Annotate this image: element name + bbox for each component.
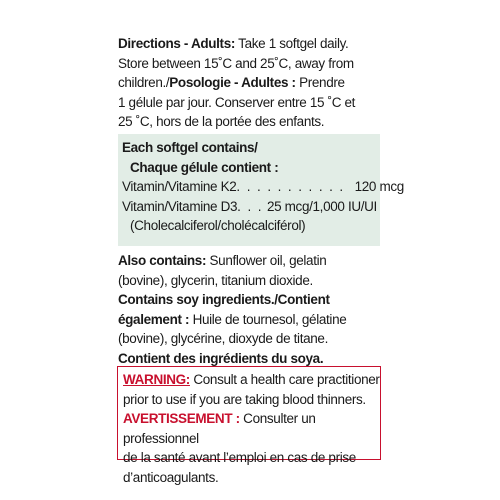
soy-line-1: Contains soy ingredients./Contient — [118, 292, 330, 307]
soy-line-2 — [118, 310, 380, 330]
avertissement-text: Consulter un professionnel — [123, 411, 316, 446]
warning-line-1 — [123, 370, 380, 390]
directions-line-3 — [118, 73, 380, 93]
also-contains-section — [118, 251, 380, 368]
warning-text: Consult a health care practitioner — [189, 372, 380, 387]
posologie-heading: Posologie - Adultes : — [169, 75, 296, 90]
also-heading: Also contains: — [118, 253, 207, 268]
warning-line-2: prior to use if you are taking blood thinners. — [123, 391, 366, 407]
contents-section — [118, 134, 404, 246]
directions-text: children./ — [118, 75, 170, 90]
warning-box — [117, 366, 381, 485]
directions-line-5: 25 ˚C, hors de la portée des enfants. — [118, 114, 325, 129]
directions-heading: Directions - Adults: — [118, 36, 236, 51]
ingredient-name: Vitamin/Vitamine K2 — [122, 179, 237, 194]
also-text: Sunflower oil, gelatin — [206, 253, 327, 268]
ingredient-row — [122, 177, 404, 197]
ingredient-name: Vitamin/Vitamine D3 — [122, 198, 238, 214]
ingredient-dots: . . . — [237, 198, 263, 214]
directions-text: Take 1 softgel daily. — [235, 36, 349, 51]
contents-heading-fr: Chaque gélule contient : — [130, 159, 279, 175]
soy-text: Huile de tournesol, gélatine — [189, 311, 347, 327]
warning-line-5: d’anticoagulants. — [123, 469, 219, 485]
ingredient-amount: 25 mcg/1,000 IU/UI — [266, 198, 377, 214]
directions-line-2: Store between 15˚C and 25˚C, away from — [118, 55, 354, 71]
soy-heading-fr: également : — [118, 311, 190, 327]
soy-line-3: (bovine), glycérine, dioxyde de titane. — [118, 331, 328, 346]
directions-line-1 — [118, 34, 380, 54]
ingredient-dots: . . . . . . . . . . . — [236, 179, 345, 194]
posologie-text: Prendre — [295, 75, 345, 90]
directions-section — [118, 34, 380, 132]
also-line-1 — [118, 251, 380, 271]
ingredient-form: (Cholecalciferol/cholécalciférol) — [130, 218, 306, 233]
contents-heading-en: Each softgel contains/ — [122, 140, 258, 155]
ingredient-row — [122, 197, 380, 217]
directions-line-4: 1 gélule par jour. Conserver entre 15 ˚C et — [118, 94, 356, 110]
soy-line-4: Contient des ingrédients du soya. — [118, 350, 324, 366]
warning-line-3 — [123, 409, 380, 448]
avertissement-title: AVERTISSEMENT : — [123, 411, 240, 426]
warning-title: WARNING: — [123, 372, 190, 387]
ingredient-amount: 120 mcg — [354, 179, 404, 194]
also-line-2: (bovine), glycerin, titanium dioxide. — [118, 272, 313, 288]
warning-line-4: de la santé avant l’emploi en cas de prise — [123, 450, 356, 465]
